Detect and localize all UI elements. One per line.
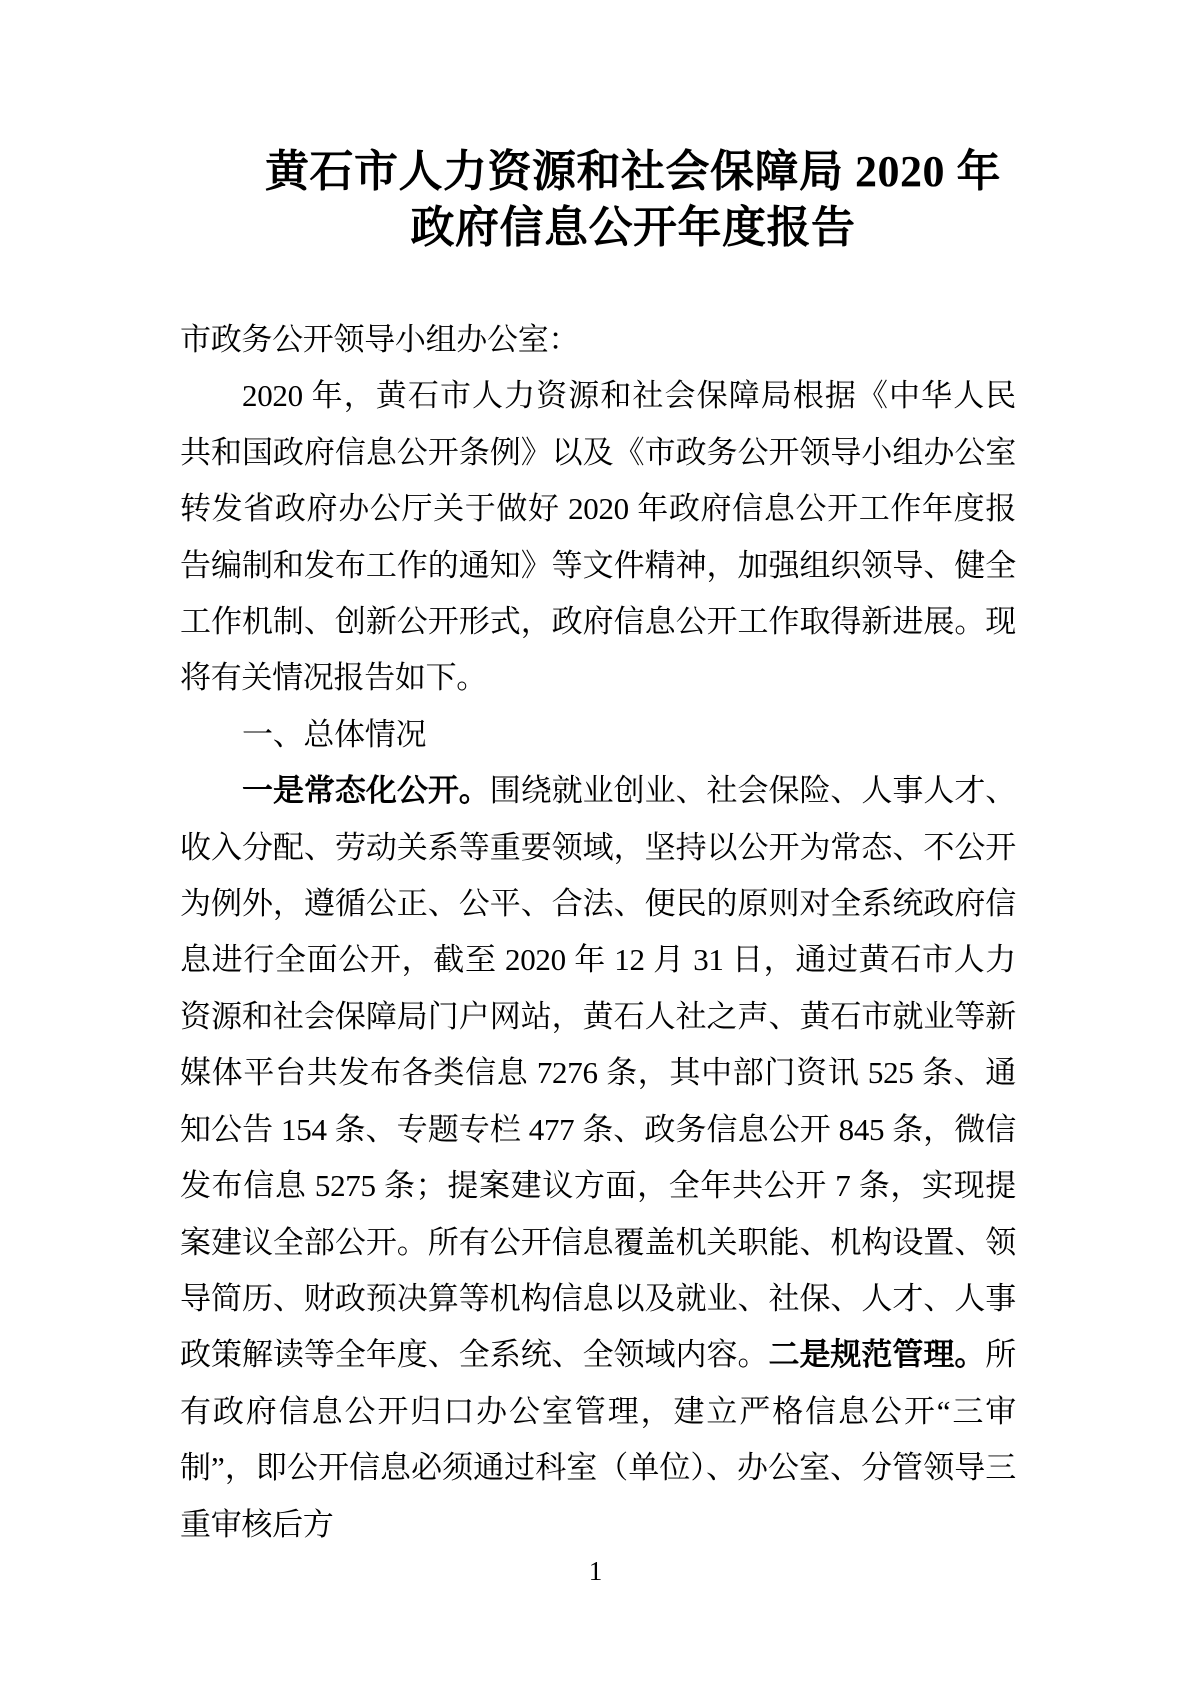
body-paragraph: [180, 763, 1016, 1553]
title-line-2: 政府信息公开年度报告: [410, 203, 856, 252]
title-line-1: 黄石市人力资源和社会保障局 2020 年: [265, 147, 1001, 196]
section-heading: [180, 707, 1016, 763]
document-body: [180, 312, 1016, 1553]
text-run: 一、总体情况: [242, 716, 427, 752]
bold-run: 一是常态化公开。: [242, 773, 490, 809]
bold-run: 二是规范管理。: [768, 1337, 986, 1373]
text-run: 市政务公开领导小组办公室：: [180, 322, 580, 357]
text-run: 2020 年，黄石市人力资源和社会保障局根据《中华人民共和国政府信息公开条例》以及《市政务公开领导小组办公室转发省政府办公厅关于做好 2020 年政府信息公开工作年度报告编制和发布工作的通知》等文件精神，加强组织领导、健全工作机制、创新公开形式，政府信息公开工作取得新进展。现将有关情况报告如下。: [180, 378, 1016, 696]
salutation: [180, 312, 1016, 368]
text-run: 围绕就业创业、社会保险、人事人才、收入分配、劳动关系等重要领域，坚持以公开为常态、不公开为例外，遵循公正、公平、合法、便民的原则对全系统政府信息进行全面公开，截至 2020 年 12 月 31 日，通过黄石市人力资源和社会保障局门户网站，黄石人社之声、黄石市就业等新媒体平台共发布各类信息 7276 条，其中部门资讯 525 条、通知公告 154 条、专题专栏 477 条、政务信息公开 845 条，微信发布信息 5275 条；提案建议方面，全年共公开 7 条，实现提案建议全部公开。所有公开信息覆盖机关职能、机构设置、领导简历、财政预决算等机构信息以及就业、社保、人才、人事政策解读等全年度、全系统、全领域内容。: [180, 773, 1016, 1373]
document-title: [256, 144, 1010, 256]
page-number: 1: [588, 1556, 603, 1586]
text-run: 所有政府信息公开归口办公室管理，建立严格信息公开“三审制”，即公开信息必须通过科室（单位）、办公室、分管领导三重审核后方: [180, 1337, 1016, 1542]
intro-paragraph: [180, 368, 1016, 706]
